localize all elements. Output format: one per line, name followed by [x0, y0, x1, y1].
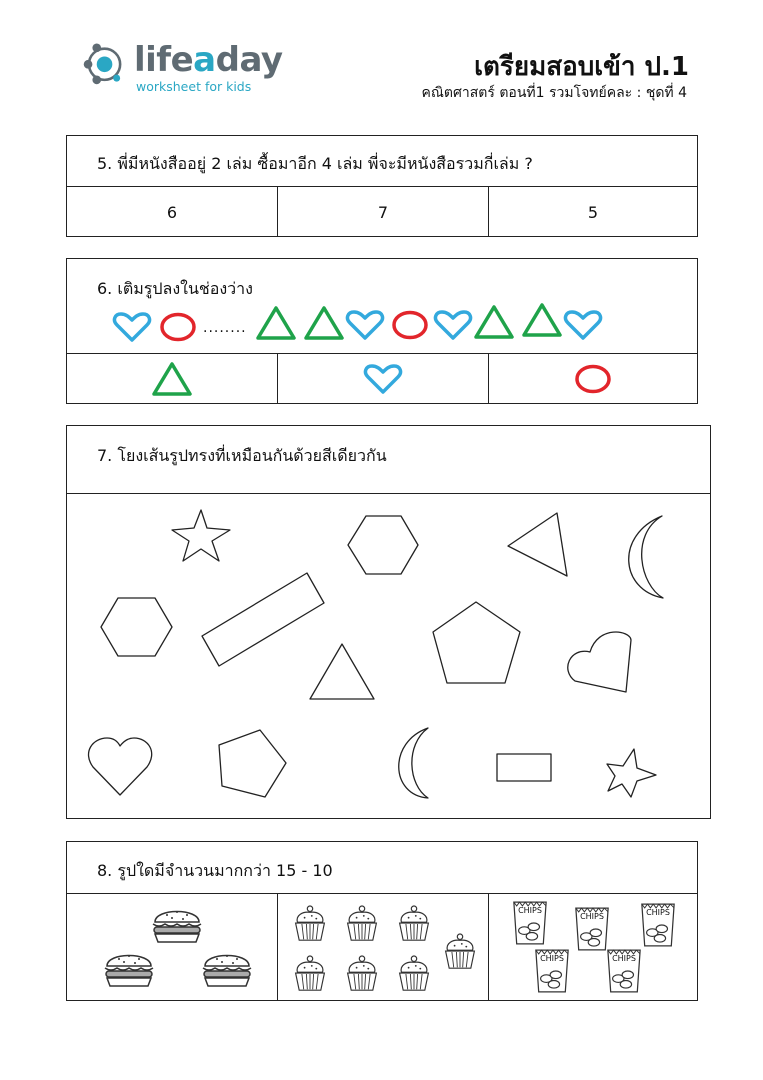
q5-option-1[interactable]: 6: [166, 202, 178, 222]
chips-label: CHIPS: [612, 954, 636, 963]
cupcake-icon: [292, 904, 328, 944]
cupcake-icon: [344, 904, 380, 944]
chips-bag: [533, 948, 571, 994]
question-7-text: 7. โยงเส้นรูปทรงที่เหมือนกันด้วยสีเดียวกัน: [97, 446, 387, 465]
chips-bag: [511, 900, 549, 946]
q7-hexagon-top[interactable]: [348, 516, 418, 574]
q8-option-burgers[interactable]: [67, 894, 276, 1000]
chips-label: CHIPS: [518, 906, 542, 915]
q7-crescent-bottom[interactable]: [399, 728, 428, 798]
page-subtitle: คณิตศาสตร์ ตอนที่1 รวมโจทย์คละ : ชุดที่ 4: [421, 85, 687, 101]
chips-bag: [573, 906, 611, 952]
q7-star-top[interactable]: [172, 510, 230, 561]
q8-option-chips[interactable]: [489, 894, 697, 1000]
chips-label: CHIPS: [646, 908, 670, 917]
chips-bag: [639, 902, 677, 948]
cupcake-icon: [344, 954, 380, 994]
burger-icon: [199, 946, 255, 990]
q5-option-2[interactable]: 7: [377, 202, 389, 222]
logo-tagline: worksheet for kids: [136, 79, 252, 94]
q8-option-cupcakes[interactable]: [278, 894, 487, 1000]
question-6-text: 6. เติมรูปลงในช่องว่าง: [97, 279, 253, 298]
q7-pentagon-left[interactable]: [219, 730, 286, 797]
q7-heart-left[interactable]: [89, 738, 152, 795]
cupcake-icon: [442, 932, 478, 972]
q7-rectangle-tilted[interactable]: [202, 573, 324, 666]
page-title: เตรียมสอบเข้า ป.1: [474, 52, 689, 82]
burger-icon: [101, 946, 157, 990]
q7-crescent-top[interactable]: [629, 516, 663, 598]
question-8-text: 8. รูปใดมีจำนวนมากกว่า 15 - 10: [97, 861, 333, 880]
q7-triangle-center[interactable]: [310, 644, 374, 699]
cupcake-icon: [396, 954, 432, 994]
q7-rectangle-small[interactable]: [497, 754, 551, 781]
q7-triangle-right[interactable]: [508, 513, 567, 576]
q7-heart-right[interactable]: [568, 632, 631, 692]
logo-word-pre: life: [134, 40, 194, 80]
q7-pentagon-center[interactable]: [433, 602, 520, 683]
chips-bag: [605, 948, 643, 994]
chips-label: CHIPS: [540, 954, 564, 963]
cupcake-icon: [396, 904, 432, 944]
q7-star-bottom[interactable]: [607, 749, 656, 797]
cupcake-icon: [292, 954, 328, 994]
burger-icon: [149, 902, 205, 946]
q6-blank[interactable]: ........: [203, 320, 247, 336]
q5-option-3[interactable]: 5: [587, 202, 599, 222]
question-5-text: 5. พี่มีหนังสืออยู่ 2 เล่ม ซื้อมาอีก 4 เล่ม พี่จะมีหนังสือรวมกี่เล่ม ?: [97, 154, 533, 173]
logo-word-accent: a: [193, 40, 216, 80]
q7-hexagon-left[interactable]: [101, 598, 172, 656]
logo-word-post: day: [215, 40, 283, 80]
chips-label: CHIPS: [580, 912, 604, 921]
